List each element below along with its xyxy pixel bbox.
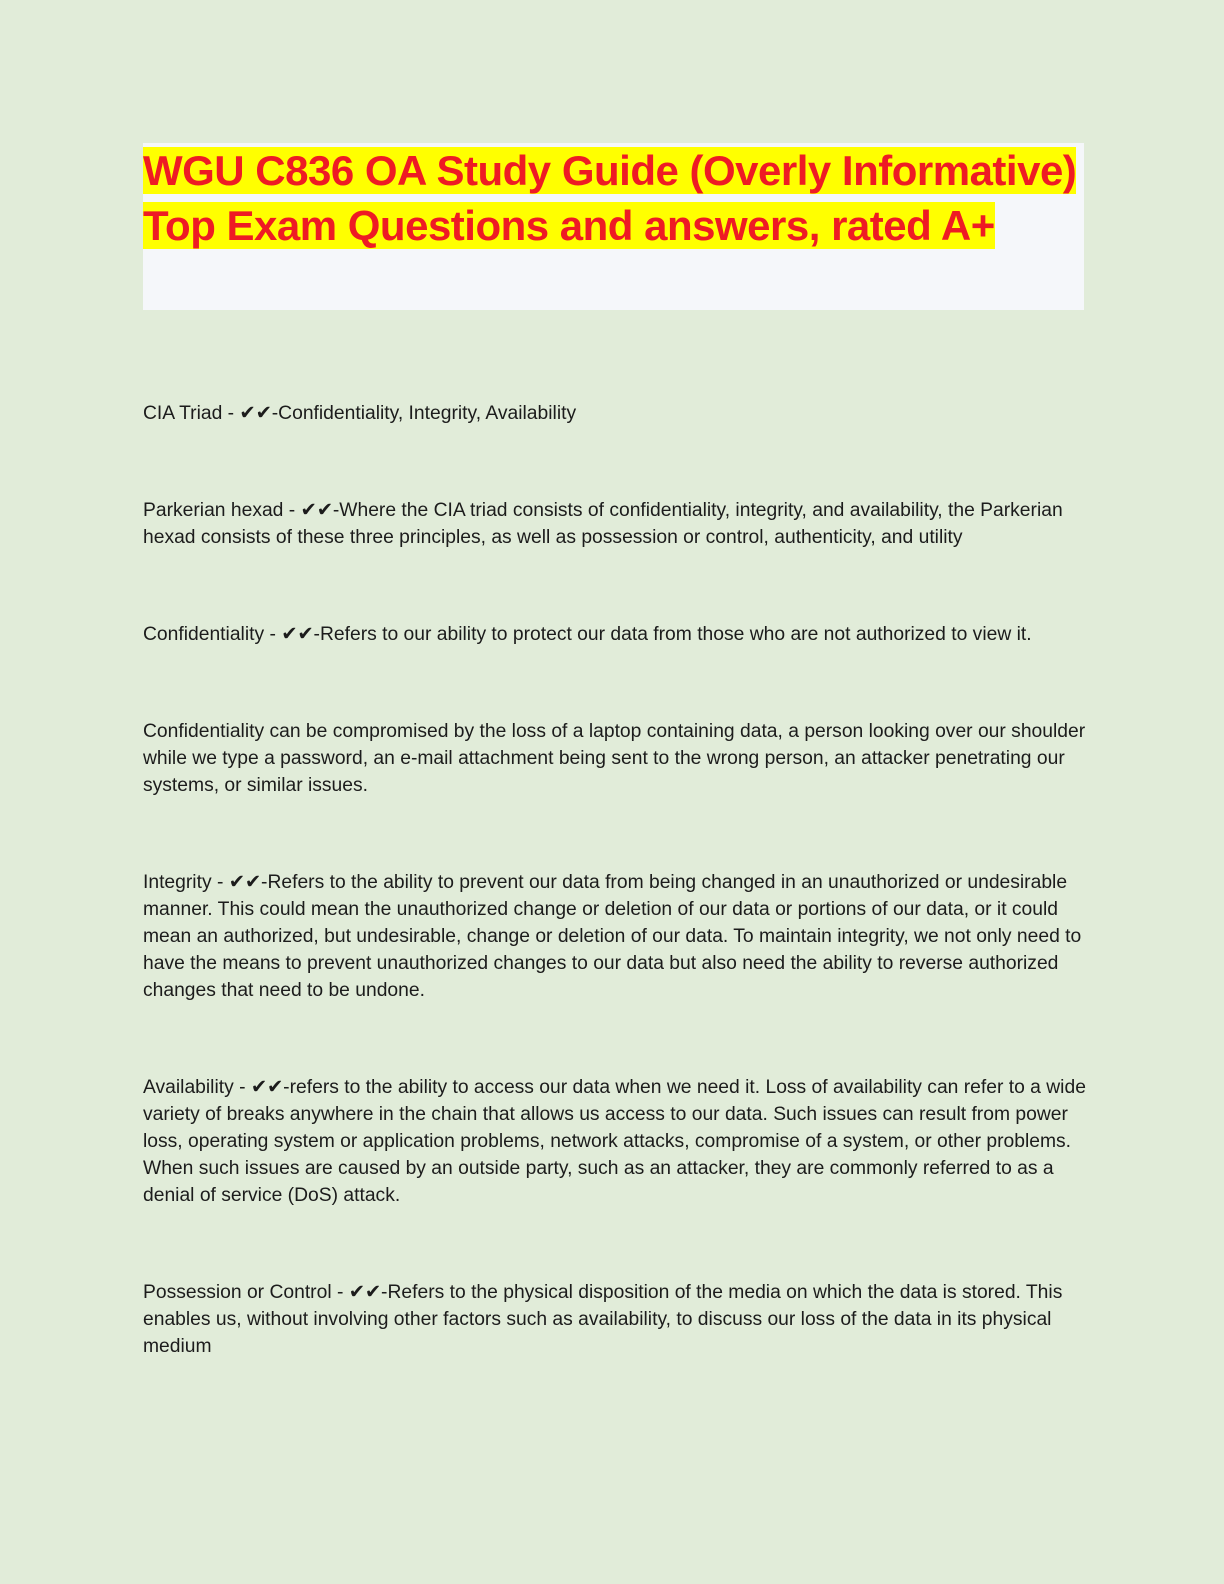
title-panel — [143, 143, 1084, 310]
title-highlight: WGU C836 OA Study Guide (Overly Informative) Top Exam Questions and answers, rated A+ — [143, 147, 1077, 249]
paragraph-possession-control: Possession or Control - ✔✔-Refers to the physical disposition of the media on which the data is stored. This enables us, without involving other factors such as availability, to discuss our loss of the data in its physical medium — [143, 1282, 1063, 1357]
paragraph-availability: Availability - ✔✔-refers to the ability to access our data when we need it. Loss of availability can refer to a wide variety of breaks anywhere in the chain that allows us access to our data. Such issues can result from power loss, operating system or application problems, network attacks, compromise of a system, or other problems. When such issues are caused by an outside party, such as an attacker, they are commonly referred to as a denial of service (DoS) attack. — [143, 1077, 1086, 1206]
page-title — [143, 143, 1084, 253]
paragraph-cia-triad: CIA Triad - ✔✔-Confidentiality, Integrity, Availability — [143, 403, 577, 424]
paragraph-integrity: Integrity - ✔✔-Refers to the ability to prevent our data from being changed in an unauthorized or undesirable manner. This could mean the unauthorized change or deletion of our data or portions of our data, or it could mean an authorized, but undesirable, change or deletion of our data. To maintain integrity, we not only need to have the means to prevent unauthorized changes to our data but also need the ability to reverse authorized changes that need to be undone. — [143, 872, 1082, 1001]
paragraph-parkerian-hexad: Parkerian hexad - ✔✔-Where the CIA triad consists of confidentiality, integrity, and availability, the Parkerian hexad consists of these three principles, as well as possession or control, authenticity, and utility — [143, 500, 1063, 548]
document-body — [143, 400, 1088, 1360]
paragraph-confidentiality: Confidentiality - ✔✔-Refers to our ability to protect our data from those who are not authorized to view it. — [143, 624, 1032, 645]
paragraph-confidentiality-compromise: Confidentiality can be compromised by the loss of a laptop containing data, a person looking over our shoulder while we type a password, an e-mail attachment being sent to the wrong person, an attacker penetrating our systems, or similar issues. — [143, 721, 1086, 796]
